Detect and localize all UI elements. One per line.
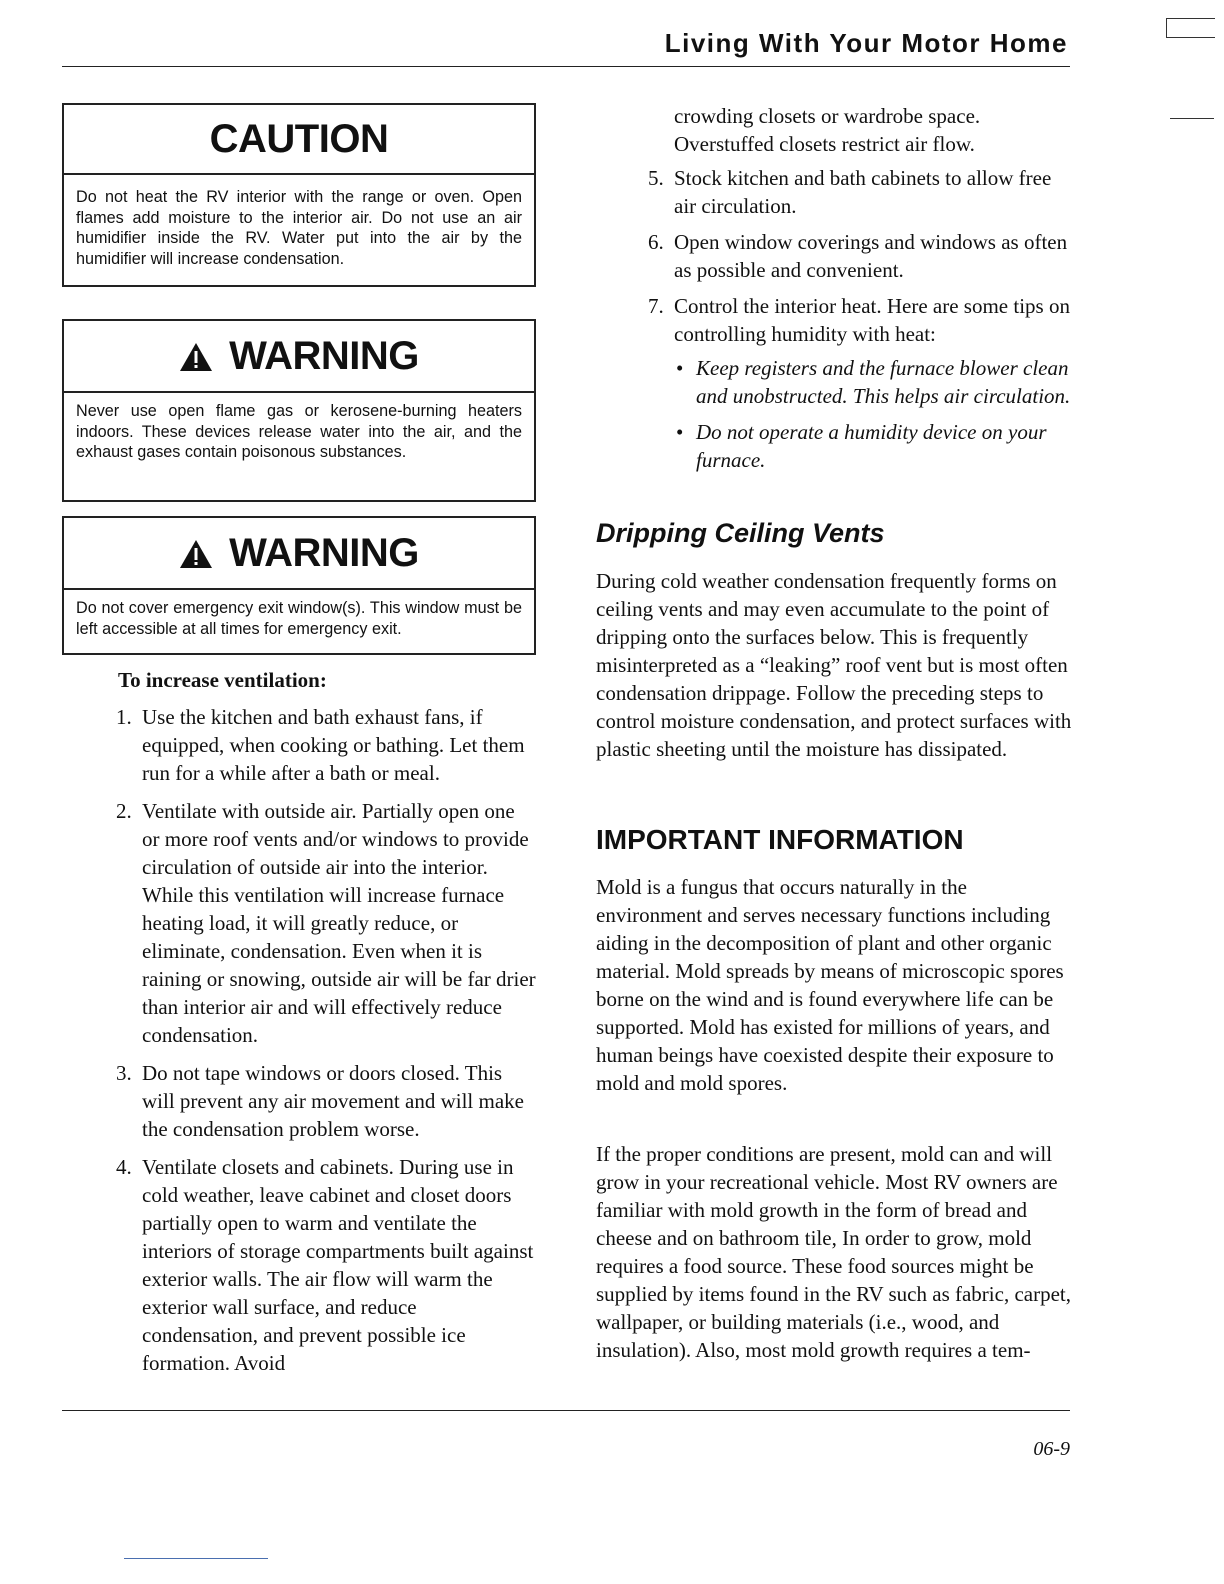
list-item-text: Ventilate with outside air. Partially open one or more roof vents and/or windows to provide circulation of outside air into the interior. While this ventilation will increase furnace heating load, it will greatly reduce, or eliminate, condensation. Even when it is raining or snowing, outside air will be far drier than interior air and will effectively reduce condensation. xyxy=(142,799,536,1047)
list-item-text: Use the kitchen and bath exhaust fans, if equipped, when cooking or bathing. Let them run for a while after a bath or meal. xyxy=(142,705,525,785)
heat-tip xyxy=(674,418,1072,474)
footer-rule xyxy=(62,1410,1070,1411)
header-rule xyxy=(62,66,1070,67)
list-item-text: Stock kitchen and bath cabinets to allow free air circulation. xyxy=(674,166,1052,218)
list-item xyxy=(116,1059,536,1143)
warning-title-2: WARNING xyxy=(229,530,419,575)
list-item-text: Open window coverings and windows as often as possible and convenient. xyxy=(674,230,1068,282)
warning-text-2: Do not cover emergency exit window(s). This window must be left accessible at all times for emergency exit. xyxy=(76,599,522,638)
page-header-title: Living With Your Motor Home xyxy=(664,28,1068,58)
ventilation-heading: To increase ventilation: xyxy=(118,668,327,692)
warning-box-1 xyxy=(62,319,536,502)
corner-crop-mark-lower xyxy=(1170,118,1214,119)
list-item-number: 1. xyxy=(116,705,132,729)
heat-tip-text: Do not operate a humidity device on your furnace. xyxy=(696,420,1047,472)
list-continuation: crowding closets or wardrobe space. Overstuffed closets restrict air flow. xyxy=(674,104,981,156)
list-item xyxy=(116,703,536,787)
heat-tip-text: Keep registers and the furnace blower clean and unobstructed. This helps air circulation. xyxy=(696,356,1071,408)
list-item-number: 4. xyxy=(116,1155,132,1179)
warning-triangle-icon xyxy=(179,539,213,569)
list-item-text: Do not tape windows or doors closed. This will prevent any air movement and will make the condensation problem worse. xyxy=(142,1061,524,1141)
dripping-heading: Dripping Ceiling Vents xyxy=(596,518,885,548)
list-item xyxy=(116,1153,536,1377)
caution-text: Do not heat the RV interior with the range or oven. Open flames add moisture to the interior air. Do not use an air humidifier inside the RV. Water put into the air by the humidifier will increase condensation. xyxy=(76,188,522,268)
heat-tip xyxy=(674,354,1072,410)
important-heading: IMPORTANT INFORMATION xyxy=(596,824,964,855)
list-item xyxy=(116,797,536,1049)
ventilation-list-left xyxy=(116,703,536,1387)
list-item-text: Ventilate closets and cabinets. During use in cold weather, leave cabinet and closet doors partially open to warm and ventilate the interiors of storage compartments built against exterior walls. The air flow will warm the exterior wall surface, and reduce condensation, and prevent possible ice formation. Avoid xyxy=(142,1155,534,1375)
list-item xyxy=(648,164,1072,220)
caution-header xyxy=(64,105,534,175)
dripping-paragraph: During cold weather condensation frequently forms on ceiling vents and may even accumulate to the point of dripping onto the surfaces below. This is frequently misinterpreted as a “leaking” roof vent but is most often condensation drippage. Follow the preceding steps to control moisture condensation, and protect surfaces with plastic sheeting until the moisture has dissipated. xyxy=(596,569,1072,761)
important-paragraph-1: Mold is a fungus that occurs naturally in the environment and serves necessary functions including aiding in the decomposition of plant and other organic material. Mold spreads by means of microscopic spores borne on the wind and is found everywhere life can be supported. Mold has existed for millions of years, and human beings have coexisted despite their exposure to mold and mold spores. xyxy=(596,875,1064,1095)
caution-box xyxy=(62,103,536,287)
list-item-number: 7. xyxy=(648,294,664,318)
important-paragraph-2: If the proper conditions are present, mold can and will grow in your recreational vehicle. Most RV owners are familiar with mold growth in the form of bread and cheese and on bathroom tile, In order to grow, mold requires a food source. These food sources might be supplied by items found in the RV such as fabric, carpet, wallpaper, or building materials (i.e., wood, and insulation). Also, most mold growth requires a tem- xyxy=(596,1142,1071,1362)
list-item-number: 2. xyxy=(116,799,132,823)
bottom-edge-line xyxy=(124,1558,268,1559)
page-number: 06-9 xyxy=(1033,1438,1070,1460)
warning-title-1: WARNING xyxy=(229,333,419,378)
warning-text-1: Never use open flame gas or kerosene-burning heaters indoors. These devices release water into the air, and the exhaust gases contain poisonous substances. xyxy=(76,402,522,461)
list-item xyxy=(648,228,1072,284)
ventilation-list-right xyxy=(648,164,1072,484)
caution-title: CAUTION xyxy=(209,116,389,161)
list-item-number: 3. xyxy=(116,1061,132,1085)
list-item-text: Control the interior heat. Here are some tips on controlling humidity with heat: xyxy=(674,294,1070,346)
list-item-number: 6. xyxy=(648,230,664,254)
warning-triangle-icon xyxy=(179,342,213,372)
warning-header-2 xyxy=(64,518,534,590)
warning-header-1 xyxy=(64,321,534,393)
bullet-icon: • xyxy=(676,420,684,444)
warning-box-2 xyxy=(62,516,536,655)
list-item-number: 5. xyxy=(648,166,664,190)
corner-crop-mark xyxy=(1166,18,1215,38)
heat-tips-list xyxy=(674,354,1072,474)
list-item xyxy=(648,292,1072,474)
bullet-icon: • xyxy=(676,356,684,380)
